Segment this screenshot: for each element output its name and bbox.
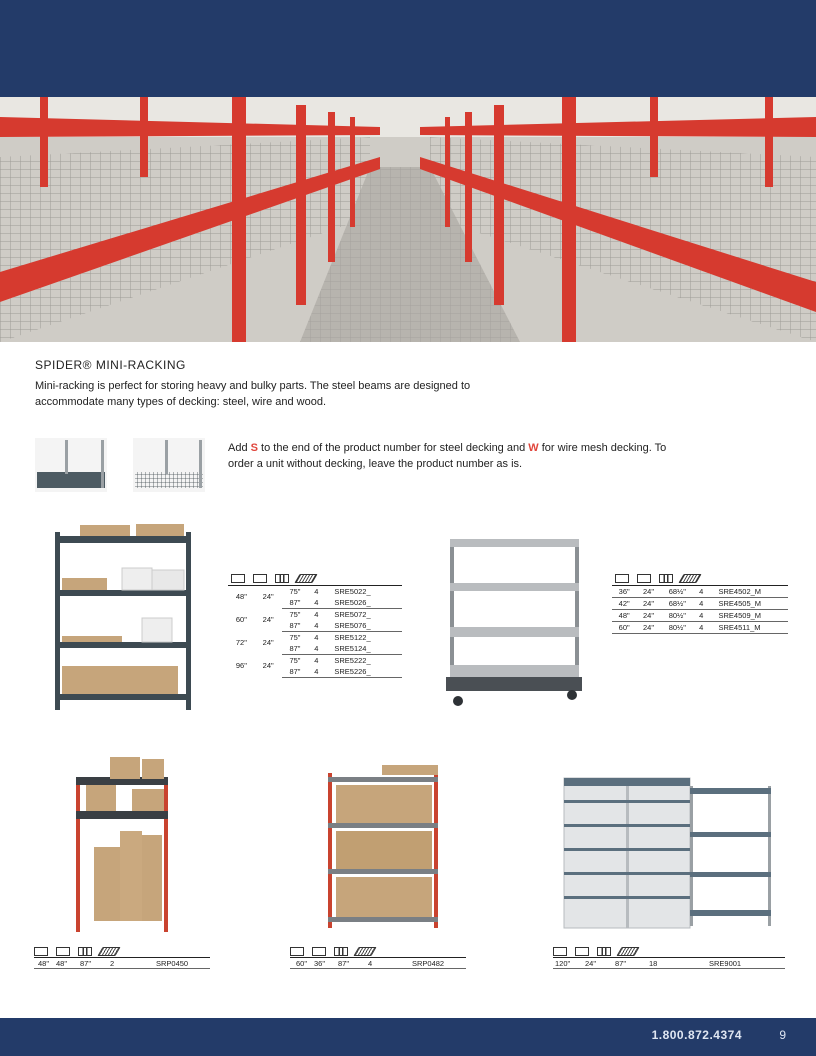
table-row: 36" 24" 68½" 4 SRE4502_M <box>612 585 788 597</box>
depth-icon <box>575 947 589 956</box>
header-band <box>0 0 816 97</box>
product-image-mobile-rack <box>444 535 584 710</box>
width-icon <box>615 574 629 583</box>
shelf-deck-icon <box>97 947 120 956</box>
section-title: SPIDER® MINI-RACKING <box>35 358 186 372</box>
width-icon <box>34 947 48 956</box>
table-row: 48" 24" 75" 4 SRE5022_ <box>235 586 371 602</box>
table-row: 72" 24" 75" 4 SRE5122_ <box>235 632 371 647</box>
shelf-deck-icon <box>678 574 701 583</box>
spec-row-sre9001: 120" 24" 87" 18 SRE9001 <box>553 946 785 969</box>
table-row: 87" 4 SRE5226_ <box>228 666 402 678</box>
shelf-deck-icon <box>294 574 317 583</box>
shelf-deck-icon <box>353 947 376 956</box>
spec-table-mobile-units <box>612 572 788 634</box>
product-image-red-rack-binders <box>322 765 442 930</box>
steel-code: S <box>250 442 258 454</box>
decking-instructions: Add S to the end of the product number for steel decking and W for wire mesh decking. To order a unit without decking, leave the product number as is. <box>228 442 667 470</box>
spec-row-srp0450: 48" 48" 87" 2 SRP0450 <box>34 946 210 969</box>
wire-decking-image <box>133 438 205 492</box>
height-icon <box>78 947 92 956</box>
depth-icon <box>312 947 326 956</box>
product-image-red-rack-cartons <box>72 755 177 935</box>
height-icon <box>334 947 348 956</box>
height-icon <box>597 947 611 956</box>
table-row: 87" 4 SRE5076_ <box>228 620 402 632</box>
table-row: 87" 4 SRE5124_ <box>228 643 402 655</box>
product-image-shelving-combo <box>560 772 775 932</box>
spec-row-srp0482: 60" 36" 87" 4 SRP0482 <box>290 946 466 969</box>
footer-phone: 1.800.872.4374 <box>651 1028 742 1042</box>
table-row: 60" 24" 75" 4 SRE5072_ <box>235 609 371 624</box>
width-icon <box>553 947 567 956</box>
height-icon <box>275 574 289 583</box>
product-image-rack-with-boxes <box>52 522 197 712</box>
hero-photo-mezzanine-racking <box>0 97 816 342</box>
height-icon <box>659 574 673 583</box>
page-number: 9 <box>779 1028 786 1042</box>
table-row: 42" 24" 68½" 4 SRE4505_M <box>612 597 788 609</box>
steel-decking-image <box>35 438 107 492</box>
table-row: 48" 24" 80½" 4 SRE4509_M <box>612 609 788 621</box>
footer-band <box>0 1018 816 1056</box>
depth-icon <box>56 947 70 956</box>
width-icon <box>290 947 304 956</box>
spec-table-rack-units <box>228 572 402 678</box>
wire-code: W <box>528 442 539 454</box>
table-row: 60" 24" 80½" 4 SRE4511_M <box>612 621 788 633</box>
width-icon <box>231 574 245 583</box>
depth-icon <box>253 574 267 583</box>
table-row: 96" 24" 75" 4 SRE5222_ <box>235 655 371 670</box>
section-intro: Mini-racking is perfect for storing heavy and bulky parts. The steel beams are designed to accommodate many types of decking: steel, wire and wood. <box>35 380 471 408</box>
depth-icon <box>637 574 651 583</box>
table-row: 87" 4 SRE5026_ <box>228 597 402 609</box>
shelf-deck-icon <box>616 947 639 956</box>
